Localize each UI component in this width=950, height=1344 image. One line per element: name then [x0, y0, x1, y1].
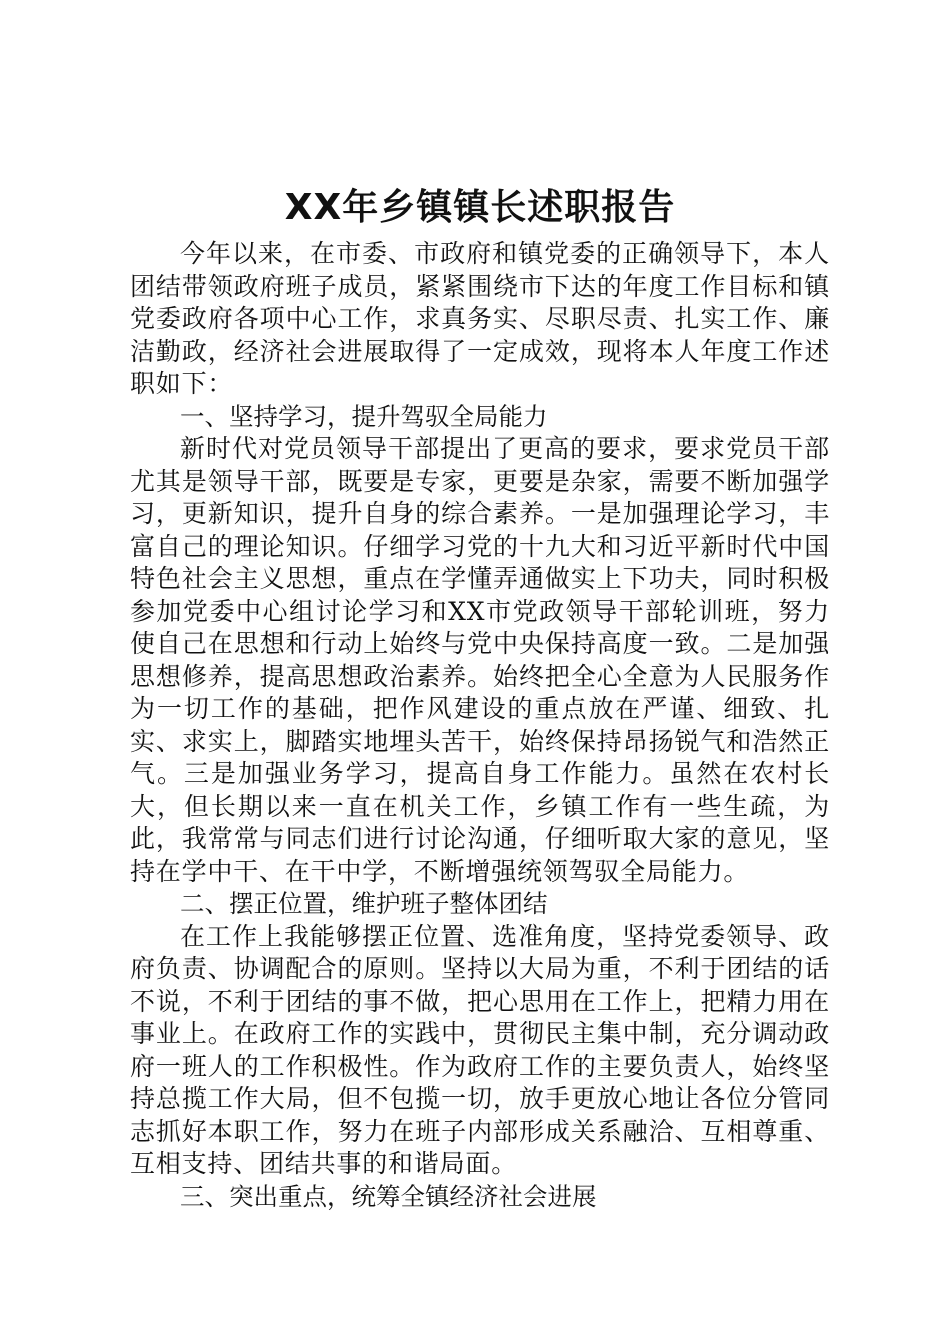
document-title: XX年乡镇镇长述职报告: [284, 187, 676, 228]
section-2-heading: 二、摆正位置，维护班子整体团结: [180, 889, 548, 918]
document-page: [130, 180, 830, 1213]
section-3-heading: 三、突出重点，统筹全镇经济社会进展: [180, 1181, 597, 1211]
section-1-heading: 一、坚持学习，提升驾驭全局能力: [180, 401, 548, 431]
section-1-body: 新时代对党员领导干部提出了更高的要求，要求党员干部尤其是领导干部，既要是专家，更要是杂家，需要不断加强学习，更新知识，提升自身的综合素养。一是加强理论学习，丰富自己的理论知识。仔细学习党的十九大和习近平新时代中国特色社会主义思想，重点在学懂弄通做实上下功夫，同时积极参加党委中心组讨论学习和XX市党政领导干部轮训班，努力使自己在思想和行动上始终与党中央保持高度一致。二是加强思想修养，提高思想政治素养。始终把全心全意为人民服务作为一切工作的基础，把作风建设的重点放在严谨、细致、扎实、求实上，脚踏实地埋头苦干，始终保持昂扬锐气和浩然正气。三是加强业务学习，提高自身工作能力。虽然在农村长大，但长期以来一直在机关工作，乡镇工作有一些生疏，为此，我常常与同志们进行讨论沟通，仔细听取大家的意见，坚持在学中干、在干中学，不断增强统领驾驭全局能力。: [130, 434, 830, 886]
section-2-body: 在工作上我能够摆正位置、选准角度，坚持党委领导、政府负责、协调配合的原则。坚持以大局为重，不利于团结的话不说，不利于团结的事不做，把心思用在工作上，把精力用在事业上。在政府工作的实践中，贯彻民主集中制，充分调动政府一班人的工作积极性。作为政府工作的主要负责人，始终坚持总揽工作大局，但不包揽一切，放手更放心地让各位分管同志抓好本职工作，努力在班子内部形成关系融洽、互相尊重、互相支持、团结共事的和谐局面。: [130, 921, 830, 1178]
intro-paragraph: 今年以来，在市委、市政府和镇党委的正确领导下，本人团结带领政府班子成员，紧紧围绕市下达的年度工作目标和镇党委政府各项中心工作，求真务实、尽职尽责、扎实工作、廉洁勤政，经济社会进展取得了一定成效，现将本人年度工作述职如下：: [130, 239, 830, 398]
